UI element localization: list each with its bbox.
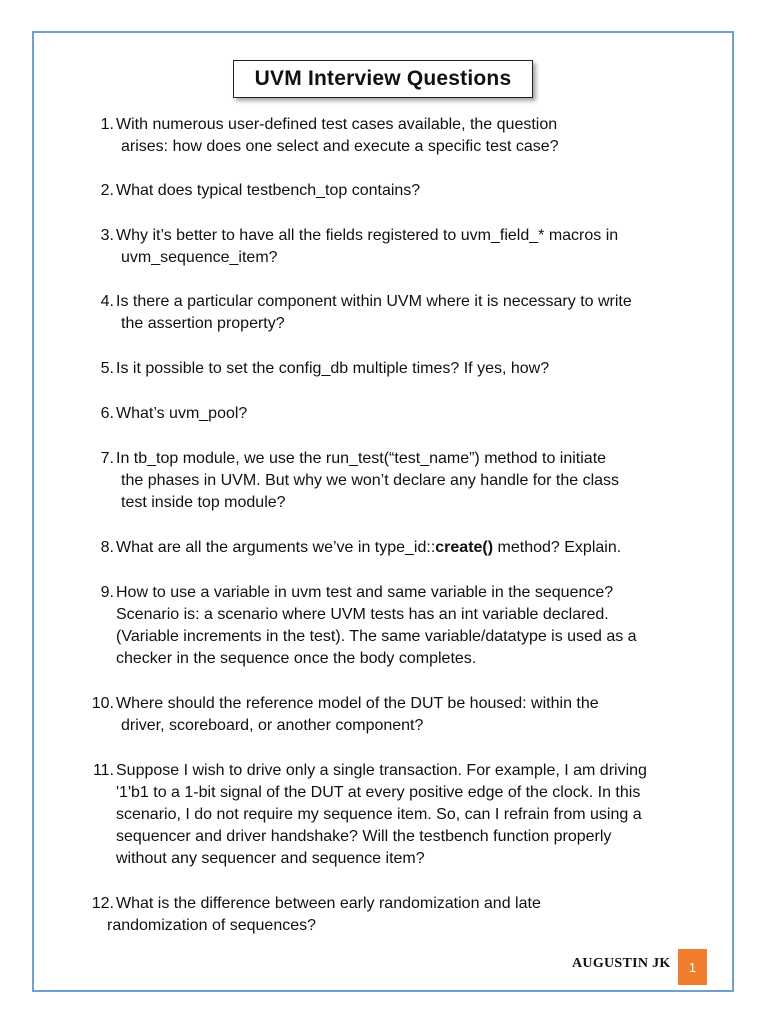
question-number: 3. <box>100 227 114 244</box>
question-line: without any sequencer and sequence item? <box>116 850 425 867</box>
question-line: Is it possible to set the config_db multiple times? If yes, how? <box>116 360 550 377</box>
question-line: scenario, I do not require my sequence item. So, can I refrain from using a <box>116 806 642 823</box>
question-line: In tb_top module, we use the run_test(“test_name”) method to initiate <box>116 450 607 467</box>
question-line: (Variable increments in the test). The same variable/datatype is used as a <box>116 628 637 645</box>
question-line: With numerous user-defined test cases available, the question <box>116 116 558 133</box>
question-line: driver, scoreboard, or another component? <box>121 717 424 734</box>
question-number: 2. <box>100 182 114 199</box>
page-number: 1 <box>688 959 697 975</box>
question-line: arises: how does one select and execute a specific test case? <box>121 138 559 155</box>
question-number: 9. <box>100 584 114 601</box>
question-number: 11. <box>92 762 114 779</box>
question-line: uvm_sequence_item? <box>121 249 278 266</box>
question-line: What is the difference between early randomization and late <box>116 895 541 912</box>
question-line: sequencer and driver handshake? Will the testbench function properly <box>116 828 612 845</box>
question-number: 5. <box>100 360 114 377</box>
question-line: checker in the sequence once the body completes. <box>116 650 477 667</box>
question-number: 1. <box>100 116 114 133</box>
page-number-badge <box>678 949 707 985</box>
question-line: the phases in UVM. But why we won’t declare any handle for the class <box>121 472 620 489</box>
question-line: randomization of sequences? <box>107 917 317 934</box>
question-line: Suppose I wish to drive only a single transaction. For example, I am driving <box>116 762 647 779</box>
question-line: How to use a variable in uvm test and same variable in the sequence? <box>116 584 614 601</box>
question-line: Is there a particular component within UVM where it is necessary to write <box>116 293 632 310</box>
question-line: Where should the reference model of the DUT be housed: within the <box>116 695 599 712</box>
question-line <box>116 537 621 559</box>
question-number: 12. <box>91 895 114 912</box>
question-number: 10. <box>91 695 114 712</box>
footer-author: AUGUSTIN JK <box>572 956 671 971</box>
question-number: 8. <box>100 539 114 556</box>
question-text: method? Explain. <box>493 539 622 556</box>
question-number: 7. <box>100 450 114 467</box>
question-text: What are all the arguments we’ve in type_id:: <box>116 539 436 556</box>
method-name: create() <box>435 539 494 556</box>
question-number: 4. <box>100 293 114 310</box>
title-box <box>233 60 533 98</box>
question-number: 6. <box>100 405 114 422</box>
question-line: the assertion property? <box>121 315 285 332</box>
question-line: test inside top module? <box>121 494 286 511</box>
question-line: What does typical testbench_top contains? <box>116 182 421 199</box>
question-line: What’s uvm_pool? <box>116 405 248 422</box>
page-title: UVM Interview Questions <box>254 67 512 90</box>
question-line: Scenario is: a scenario where UVM tests has an int variable declared. <box>116 606 609 623</box>
question-line: Why it’s better to have all the fields registered to uvm_field_* macros in <box>116 227 619 244</box>
question-line: '1'b1 to a 1-bit signal of the DUT at every positive edge of the clock. In this <box>116 784 641 801</box>
